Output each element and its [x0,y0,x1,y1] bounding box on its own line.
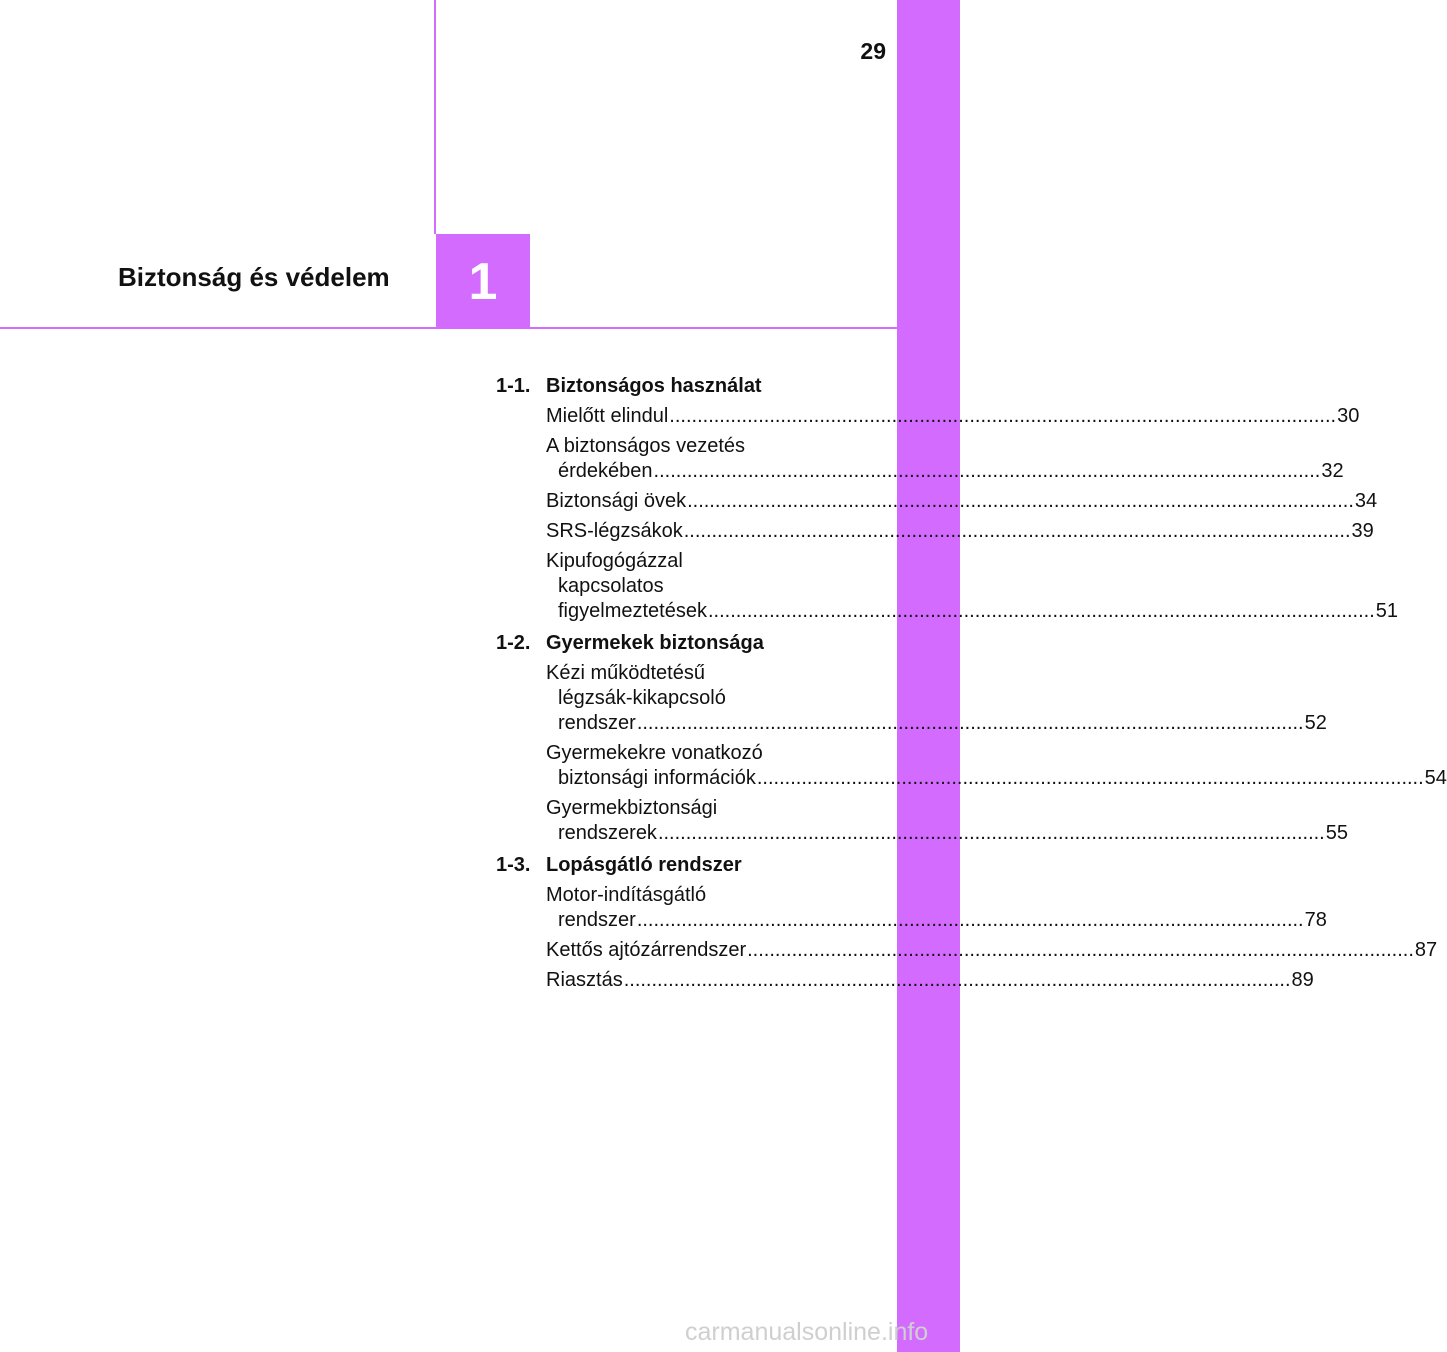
dot-leader: ........................................................................................................................ [653,460,1321,482]
entry-last-line [546,599,1399,624]
toc-section [496,373,1399,624]
toc-section [496,852,1438,993]
toc-section [496,630,1447,846]
chapter-sidebar-tab [897,0,960,1352]
toc-section-heading[interactable] [496,630,837,656]
entry-page-number: 30 [1337,405,1360,427]
entry-page-number: 78 [1304,909,1327,931]
entry-last-line [546,821,1348,846]
entry-page-number: 39 [1351,520,1374,542]
section-title: Gyermekek biztonsága [546,632,764,654]
entry-text-line: légzsák-kikapcsoló [558,687,726,709]
entry-page-number: 34 [1354,490,1378,512]
entry-text-line: Gyermekbiztonsági [546,797,718,819]
entry-last-line [546,938,1438,963]
toc-entry[interactable] [546,489,1378,514]
toc-entry[interactable] [546,519,1374,544]
entry-page-number: 54 [1424,767,1447,789]
entry-text-line: rendszer [558,909,636,931]
entry-text-line: érdekében [558,460,653,482]
entry-text-line: kapcsolatos [558,575,664,597]
dot-leader: ........................................................................................................................ [687,490,1354,512]
dot-leader: ........................................................................................................................ [707,600,1375,622]
toc-entry[interactable] [546,661,1327,736]
entry-last-line [546,968,1314,993]
entry-text-line: Kézi működtetésű [546,662,705,684]
section-number: 1-1. [496,375,531,397]
entry-text-line: rendszerek [558,822,657,844]
dot-leader: ........................................................................................................................ [756,767,1424,789]
toc-entry[interactable] [546,938,1438,963]
entry-text-line: Kettős ajtózárrendszer [546,939,747,961]
dot-leader: ........................................................................................................................ [636,909,1304,931]
toc-section-heading[interactable] [496,852,837,878]
entry-text-line: figyelmeztetések [558,600,707,622]
entry-text-line: Riasztás [546,969,623,991]
chapter-number-box: 1 [436,234,530,328]
entry-text-line: Biztonsági övek [546,490,687,512]
dot-leader: ........................................................................................................................ [636,712,1304,734]
entry-page-number: 55 [1325,822,1348,844]
dot-leader: ........................................................................................................................ [623,969,1291,991]
toc-entry[interactable] [546,549,1399,624]
entry-text-line: A biztonságos vezetés [546,435,746,457]
entry-last-line [546,404,1360,429]
entry-last-line [546,459,1344,484]
entry-last-line [546,766,1447,791]
vertical-divider [434,0,436,234]
toc-entry[interactable] [546,968,1314,993]
entry-text-line: SRS-légzsákok [546,520,683,542]
dot-leader: ........................................................................................................................ [747,939,1414,961]
toc-entry[interactable] [546,741,1447,791]
entry-page-number: 52 [1304,712,1327,734]
entry-page-number: 51 [1375,600,1399,622]
toc-entry[interactable] [546,434,1344,484]
section-title: Biztonságos használat [546,375,762,397]
entry-page-number: 89 [1291,969,1314,991]
entry-text-line: Gyermekekre vonatkozó [546,742,763,764]
dot-leader: ........................................................................................................................ [657,822,1325,844]
table-of-contents [496,373,1447,993]
entry-page-number: 87 [1414,939,1438,961]
entry-text-line: Motor-indításgátló [546,884,707,906]
dot-leader: ........................................................................................................................ [683,520,1351,542]
dot-leader: ........................................................................................................................ [669,405,1337,427]
entry-last-line [546,489,1378,514]
entry-last-line [546,908,1327,933]
entry-text-line: rendszer [558,712,636,734]
page-number: 29 [860,38,886,64]
entry-text-line: Kipufogógázzal [546,550,683,572]
toc-entry[interactable] [546,883,1327,933]
entry-page-number: 32 [1321,460,1344,482]
chapter-title: Biztonság és védelem [118,262,390,292]
entry-last-line [546,519,1374,544]
entry-text-line: Mielőtt elindul [546,405,669,427]
toc-section-heading[interactable] [496,373,837,399]
entry-last-line [546,711,1327,736]
watermark: carmanualsonline.info [685,1318,929,1346]
entry-text-line: biztonsági információk [558,767,756,789]
section-number: 1-2. [496,632,531,654]
toc-entry[interactable] [546,796,1348,846]
section-title: Lopásgátló rendszer [546,854,742,876]
section-number: 1-3. [496,854,531,876]
toc-entry[interactable] [546,404,1360,429]
